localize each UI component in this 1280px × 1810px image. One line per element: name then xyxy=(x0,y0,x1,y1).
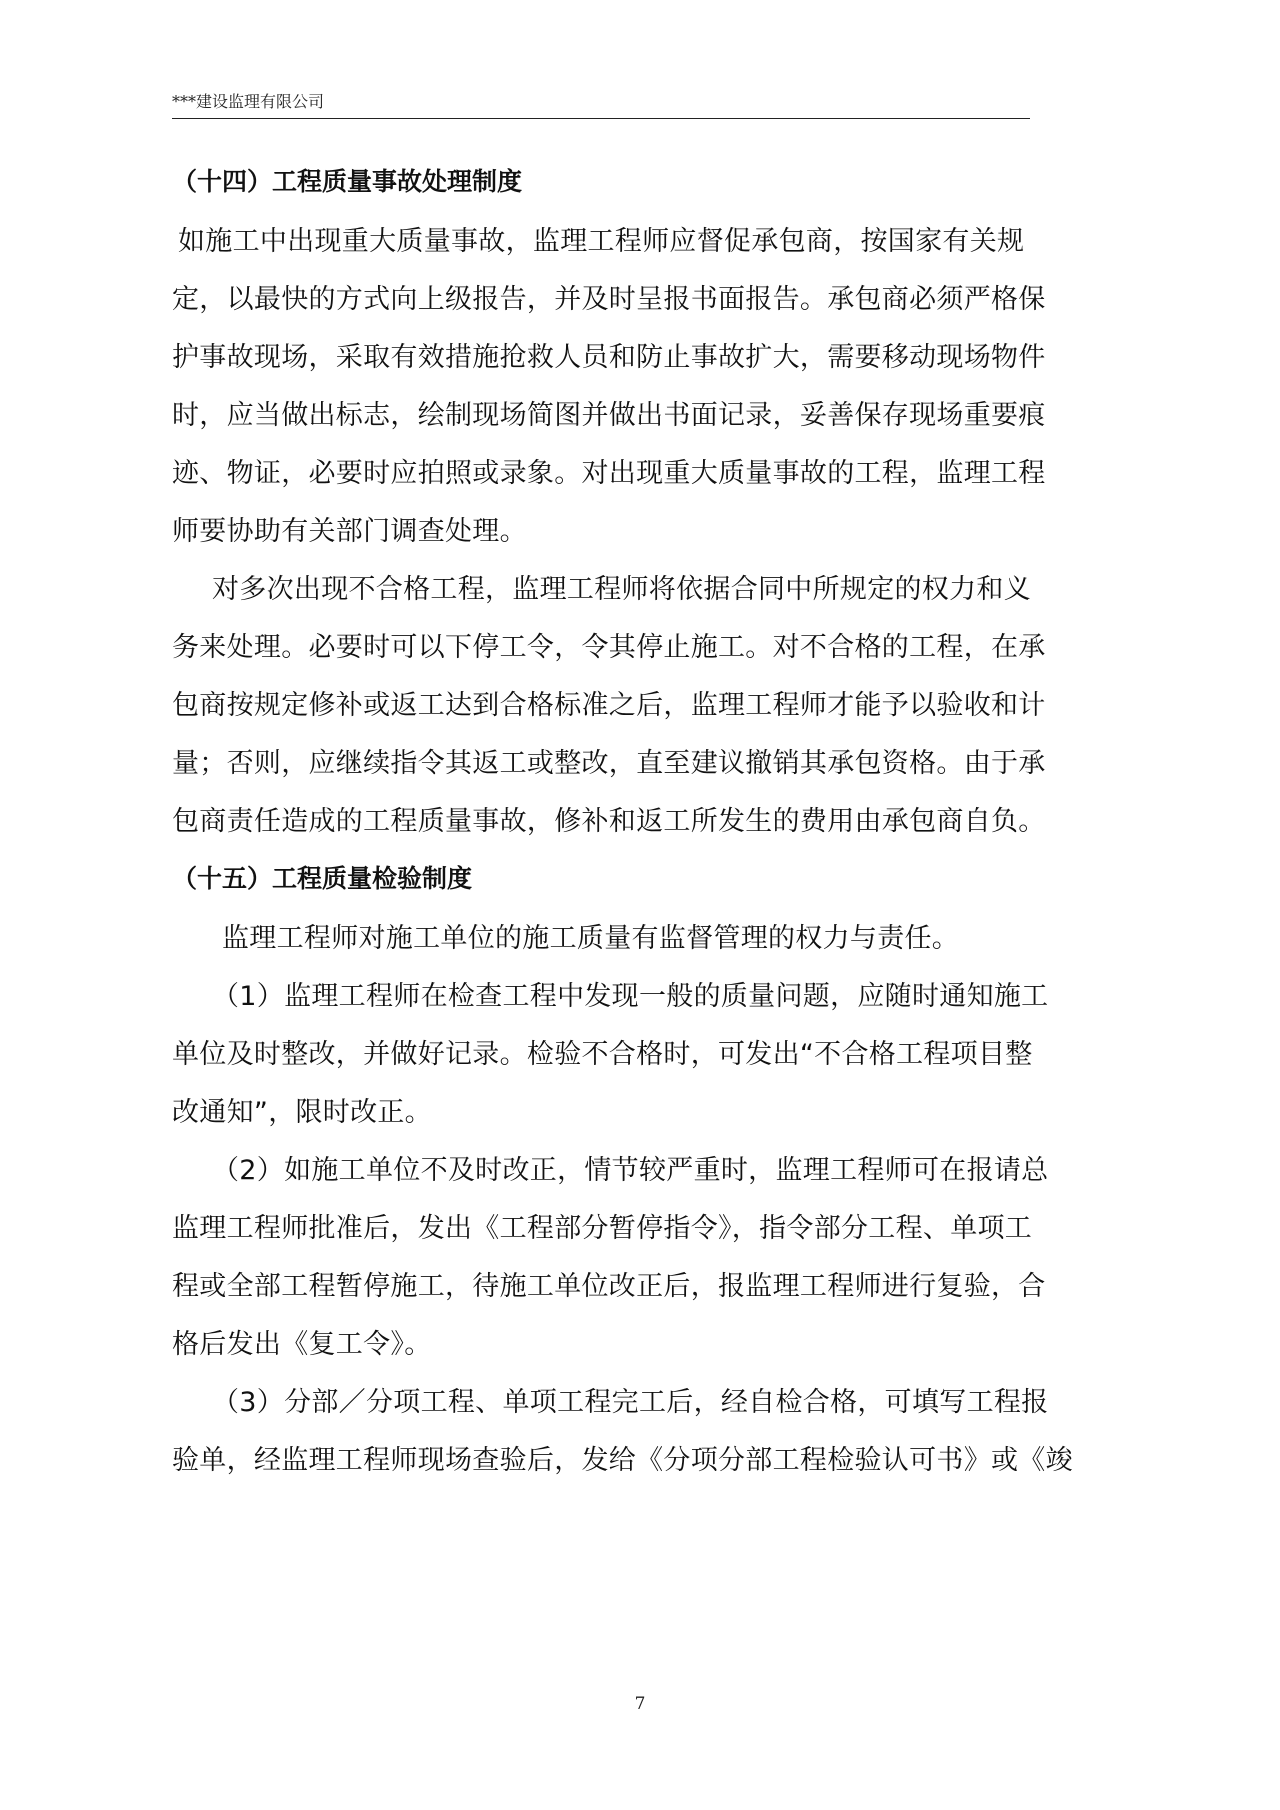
paragraph-line: 包商责任造成的工程质量事故，修补和返工所发生的费用由承包商自负。 xyxy=(172,806,1046,837)
page-header xyxy=(172,92,1030,119)
paragraph-line: （2）如施工单位不及时改正，情节较严重时，监理工程师可在报请总 xyxy=(212,1155,1049,1186)
paragraph-line: 定，以最快的方式向上级报告，并及时呈报书面报告。承包商必须严格保 xyxy=(172,284,1046,315)
paragraph-line: 护事故现场，采取有效措施抢救人员和防止事故扩大，需要移动现场物件 xyxy=(172,342,1046,373)
paragraph-line: 改通知”，限时改正。 xyxy=(172,1097,432,1128)
paragraph-line: 单位及时整改，并做好记录。检验不合格时，可发出“不合格工程项目整 xyxy=(172,1039,1033,1070)
company-name: ***建设监理有限公司 xyxy=(172,92,325,111)
paragraph-line: 务来处理。必要时可以下停工令，令其停止施工。对不合格的工程，在承 xyxy=(172,632,1046,663)
paragraph-line: 包商按规定修补或返工达到合格标准之后，监理工程师才能予以验收和计 xyxy=(172,690,1046,721)
paragraph-line: 监理工程师对施工单位的施工质量有监督管理的权力与责任。 xyxy=(222,923,960,954)
section-heading-15: （十五）工程质量检验制度 xyxy=(172,864,473,893)
paragraph-line: 格后发出《复工令》。 xyxy=(172,1329,432,1360)
paragraph-line: （3）分部／分项工程、单项工程完工后，经自检合格，可填写工程报 xyxy=(212,1387,1049,1418)
paragraph-line: （1）监理工程师在检查工程中发现一般的质量问题，应随时通知施工 xyxy=(212,981,1049,1012)
page-number: 7 xyxy=(634,1694,646,1714)
paragraph-line: 时，应当做出标志，绘制现场简图并做出书面记录，妥善保存现场重要痕 xyxy=(172,400,1046,431)
section-heading-14: （十四）工程质量事故处理制度 xyxy=(172,167,523,196)
paragraph-line: 迹、物证，必要时应拍照或录象。对出现重大质量事故的工程，监理工程 xyxy=(172,458,1046,489)
paragraph-line: 验单，经监理工程师现场查验后，发给《分项分部工程检验认可书》或《竣 xyxy=(172,1445,1073,1476)
paragraph-line: 如施工中出现重大质量事故，监理工程师应督促承包商，按国家有关规 xyxy=(178,226,1025,257)
paragraph-line: 师要协助有关部门调查处理。 xyxy=(172,516,527,547)
paragraph-line: 程或全部工程暂停施工，待施工单位改正后，报监理工程师进行复验，合 xyxy=(172,1271,1046,1302)
paragraph-line: 对多次出现不合格工程，监理工程师将依据合同中所规定的权力和义 xyxy=(212,574,1031,605)
document-body xyxy=(172,168,1122,1476)
paragraph-line: 监理工程师批准后，发出《工程部分暂停指令》，指令部分工程、单项工 xyxy=(172,1213,1033,1244)
paragraph-line: 量；否则，应继续指令其返工或整改，直至建议撤销其承包资格。由于承 xyxy=(172,748,1046,779)
